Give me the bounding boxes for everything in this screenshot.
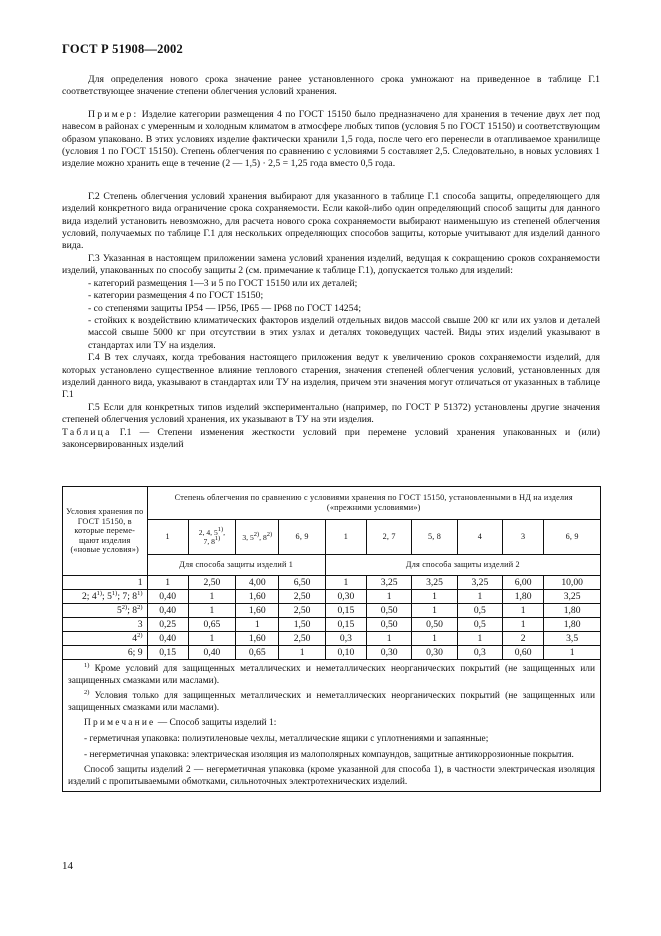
- table-cell: 0,15: [147, 646, 188, 660]
- table-cell: 2,50: [279, 590, 325, 604]
- col-header: 1: [325, 520, 366, 555]
- table-cell: 2: [503, 632, 544, 646]
- table-cell: 1,80: [503, 590, 544, 604]
- table-cell: 1: [279, 646, 325, 660]
- g3-list-item: - стойких к воздействию климатических факторов изделий отдельных видов массой свыше 200 кг или их узлов и деталей массой свыше 5000 кг при отсутствии в этих узлах и деталях токоведущих частей. Виды этих изделий указывают в стандартах или ТУ на изделия.: [88, 314, 600, 351]
- table-cell: 1,50: [279, 618, 325, 632]
- table-cell: 1: [367, 590, 412, 604]
- row-label: 4$^{2)}$: [63, 632, 148, 646]
- table-cell: 0,65: [236, 646, 279, 660]
- standard-header: ГОСТ Р 51908—2002: [62, 42, 183, 56]
- table-row: [63, 646, 601, 660]
- col-header: 4: [457, 520, 502, 555]
- col-header: 5, 8: [412, 520, 457, 555]
- table-caption: [62, 427, 600, 452]
- table-cell: 0,40: [147, 632, 188, 646]
- row-label: 5$^{2)}$; 8$^{2)}$: [63, 604, 148, 618]
- table-cell: 1: [457, 590, 502, 604]
- table-cell: 0,10: [325, 646, 366, 660]
- table-cell: 3,25: [367, 576, 412, 590]
- paragraph-g2: Г.2 Степень облегчения условий хранения выбирают для указанного в таблице Г.1 способа защиты, определяющего для изделий конкретного вида ограничение срока сохраняемости. Если какой-либо один определяющий способ защиты для данного вида изделий установить невозможно, для расчета нового срока сохраняемости выбирают наименьшую из степеней облегчения условий, получаемых по таблице Г.1 для нескольких определяющих способов защиты, которые учитывают для изделий данного вида.: [62, 190, 600, 252]
- table-cell: 4,00: [236, 576, 279, 590]
- example-label: Пример:: [88, 108, 139, 120]
- table-cell: 2,50: [279, 632, 325, 646]
- table-cell: 1: [367, 632, 412, 646]
- table-cell: 0,30: [367, 646, 412, 660]
- table-cell: 1: [236, 618, 279, 632]
- g3-list-item: - категорий размещения 1—3 и 5 по ГОСТ 15150 или их деталей;: [88, 277, 358, 289]
- table-cell: 1: [457, 632, 502, 646]
- g3-list-item: - категории размещения 4 по ГОСТ 15150;: [88, 290, 264, 302]
- note-item: - герметичная упаковка: полиэтиленовые чехлы, металлические ящики с уплотнениями и запаянные;: [84, 733, 489, 744]
- table-cell: 1: [412, 632, 457, 646]
- method2-header: Для способа защиты изделий 2: [325, 555, 600, 576]
- table-cell: 3,25: [544, 590, 601, 604]
- table-cell: 0,3: [457, 646, 502, 660]
- table-cell: 1: [503, 604, 544, 618]
- g3-list-item: - со степенями защиты IP54 — IP56, IP65 — IP68 по ГОСТ 14254;: [88, 302, 362, 314]
- table-cell: 0,50: [367, 618, 412, 632]
- table-cell: 1,80: [544, 604, 601, 618]
- table-cell: 0,3: [325, 632, 366, 646]
- method1-header: Для способа защиты изделий 1: [147, 555, 325, 576]
- col-header: 2, 4, 5$^{1)}$, 7, 8$^{1)}$: [188, 520, 235, 555]
- table-row: [63, 632, 601, 646]
- table-cell: 1: [147, 576, 188, 590]
- table-cell: 1: [188, 632, 235, 646]
- table-cell: 1: [325, 576, 366, 590]
- table-row: [63, 618, 601, 632]
- footnote-1: $^{1)}$ Кроме условий для защищенных металлических и неметаллических неорганических покрытий (не защищенных или защищенных смазками или маслами).: [68, 662, 595, 686]
- table-cell: 1: [412, 590, 457, 604]
- col-header: 3, 5$^{2)}$, 8$^{2)}$: [236, 520, 279, 555]
- col-header: 2, 7: [367, 520, 412, 555]
- paragraph-g5: Г.5 Если для конкретных типов изделий экспериментально (например, по ГОСТ Р 51372) установлены другие значения степеней облегчения условий хранения, их указывают в ТУ на эти изделия.: [62, 401, 600, 426]
- paragraph-g3: Г.3 Указанная в настоящем приложении замена условий хранения изделий, ведущая к сокращению сроков сохраняемости изделий, упакованных по способу защиты 2 (см. примечание к таблице Г.1), допускается только для изделий:: [62, 252, 600, 277]
- row-label: 2; 4$^{1)}$; 5$^{1)}$; 7; 8$^{1)}$: [63, 590, 148, 604]
- table-cell: 6,00: [503, 576, 544, 590]
- table-cell: 0,50: [367, 604, 412, 618]
- table-g1: [62, 486, 601, 792]
- note-item: - негерметичная упаковка: электрическая изоляция из малополярных компаундов, защитные антикоррозионные покрытия.: [84, 749, 574, 760]
- table-cell: 3,25: [412, 576, 457, 590]
- table-notes: [63, 660, 601, 792]
- col-header: 6, 9: [544, 520, 601, 555]
- table-cell: 0,15: [325, 618, 366, 632]
- table-cell: 0,40: [147, 590, 188, 604]
- col-header: 3: [503, 520, 544, 555]
- table-cell: 1,60: [236, 590, 279, 604]
- table-cell: 1,60: [236, 604, 279, 618]
- row-label: 6; 9: [63, 646, 148, 660]
- table-cell: 0,5: [457, 618, 502, 632]
- table-cell: 6,50: [279, 576, 325, 590]
- col-header: 1: [147, 520, 188, 555]
- table-row: [63, 604, 601, 618]
- table-cell: 0,25: [147, 618, 188, 632]
- table-cell: 0,65: [188, 618, 235, 632]
- table-cell: 1: [412, 604, 457, 618]
- table-cell: 3,5: [544, 632, 601, 646]
- table-caption-label: Таблица: [62, 426, 112, 438]
- note-method2: Способ защиты изделий 2 — негерметичная упаковка (кроме указанной для способа 1), в частности электрическая изоляция изделий с пропитываемыми обмотками, сильноточных электротехнических изделий.: [68, 765, 595, 787]
- table-cell: 1,60: [236, 632, 279, 646]
- table-cell: 1: [188, 590, 235, 604]
- table-row: [63, 590, 601, 604]
- row-label: 3: [63, 618, 148, 632]
- row-header-cell: Условия хранения по ГОСТ 15150, в которые переме-щают изделия («новые условия»): [63, 487, 148, 576]
- col-header: 6, 9: [279, 520, 325, 555]
- body-text: [62, 74, 600, 451]
- table-cell: 0,30: [325, 590, 366, 604]
- table-cell: 0,50: [412, 618, 457, 632]
- main-header-cell: Степень облегчения по сравнению с условиями хранения по ГОСТ 15150, установленными в НД на изделия («прежними условиями»): [147, 487, 601, 520]
- table-cell: 0,15: [325, 604, 366, 618]
- table-cell: 10,00: [544, 576, 601, 590]
- footnote-2: $^{2)}$ Условия только для защищенных металлических и неметаллических неорганических покрытий (не защищенных или защищенных смазками или маслами).: [68, 689, 595, 713]
- table-cell: 1: [544, 646, 601, 660]
- table-cell: 3,25: [457, 576, 502, 590]
- row-label: 1: [63, 576, 148, 590]
- example-text: Изделие категории размещения 4 по ГОСТ 15150 было предназначено для хранения в течение двух лет под навесом в районах с умеренным и холодным климатом в атмосфере любых типов (условия 5 по ГОСТ 15150) и соответствующим образом упаковано. В этих условиях изделие фактически хранили 1,5 года, после чего его перенесли в отапливаемое хранилище (условия 1 по ГОСТ 15150). Степень облегчения по сравнению с условиями 5 составляет 2,5. Следовательно, в новых условиях 1 изделие можно хранить еще в течение (2 — 1,5) · 2,5 = 1,25 года вместо 0,5 года.: [62, 108, 600, 170]
- note-intro: Примечание — Способ защиты изделий 1:: [84, 718, 277, 729]
- table-cell: 0,60: [503, 646, 544, 660]
- example-paragraph: [62, 109, 600, 171]
- page-number: 14: [62, 860, 73, 872]
- table-cell: 2,50: [279, 604, 325, 618]
- paragraph-intro: Для определения нового срока значение ранее установленного срока умножают на приведенное в таблице Г.1 соответствующее значение степени облегчения условий хранения.: [62, 74, 600, 98]
- table-cell: 0,5: [457, 604, 502, 618]
- table-cell: 1,80: [544, 618, 601, 632]
- table-caption-text: Г.1 — Степени изменения жесткости условий при перемене условий хранения упакованных и (или) законсервированных изделий: [62, 426, 600, 450]
- table-cell: 1: [188, 604, 235, 618]
- table-cell: 0,40: [188, 646, 235, 660]
- paragraph-g4: Г.4 В тех случаях, когда требования настоящего приложения ведут к увеличению сроков сохраняемости изделий, для которых установлено существенное влияние теплового старения, значения степеней облегчения условий, установленных для изделий данного вида, указывают в стандартах или ТУ на изделия, причем эти значения могут отличаться от указанных в таблице Г.1: [62, 352, 600, 401]
- table-cell: 2,50: [188, 576, 235, 590]
- table-cell: 1: [503, 618, 544, 632]
- table-row: [63, 576, 601, 590]
- table-cell: 0,30: [412, 646, 457, 660]
- table-cell: 0,40: [147, 604, 188, 618]
